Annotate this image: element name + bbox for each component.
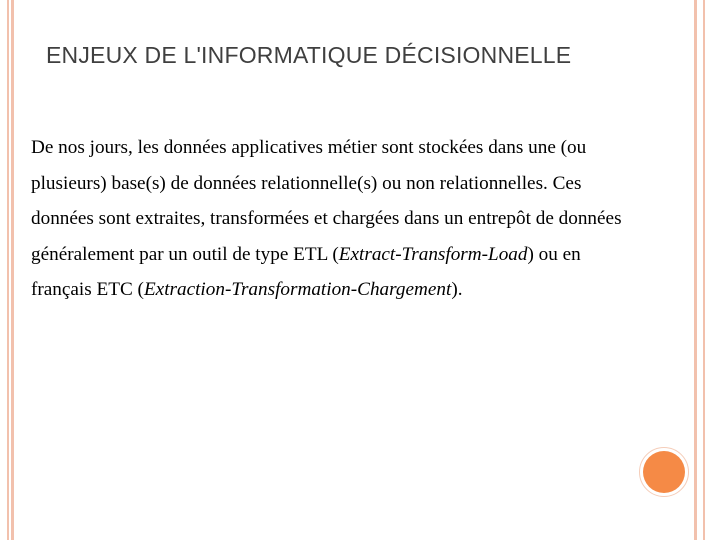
decorative-orange-circle xyxy=(643,451,685,493)
right-frame-line-outer xyxy=(703,0,705,540)
left-frame-line xyxy=(7,0,9,540)
right-frame-line-inner xyxy=(694,0,697,540)
body-text-part-1: De nos jours, les données applicatives métier sont stockées dans une (ou plusieurs) base(s) de données relationnelle(s) ou non relationnelles. Ces données sont extraites, transformées et chargées dans un entrepôt de données généralement par un outil de type ETL ( xyxy=(31,137,622,265)
body-text-part-3: ). xyxy=(451,279,463,301)
slide-body-paragraph xyxy=(31,130,631,308)
etc-expansion-text: Extraction-Transformation-Chargement xyxy=(143,279,452,301)
etl-expansion-text: Extract-Transform-Load xyxy=(338,243,528,265)
slide-title: ENJEUX DE L'INFORMATIQUE DÉCISIONNELLE xyxy=(46,42,572,68)
right-frame-band xyxy=(694,0,720,540)
body-text-part-2: ) ou en français ETC ( xyxy=(31,243,581,301)
